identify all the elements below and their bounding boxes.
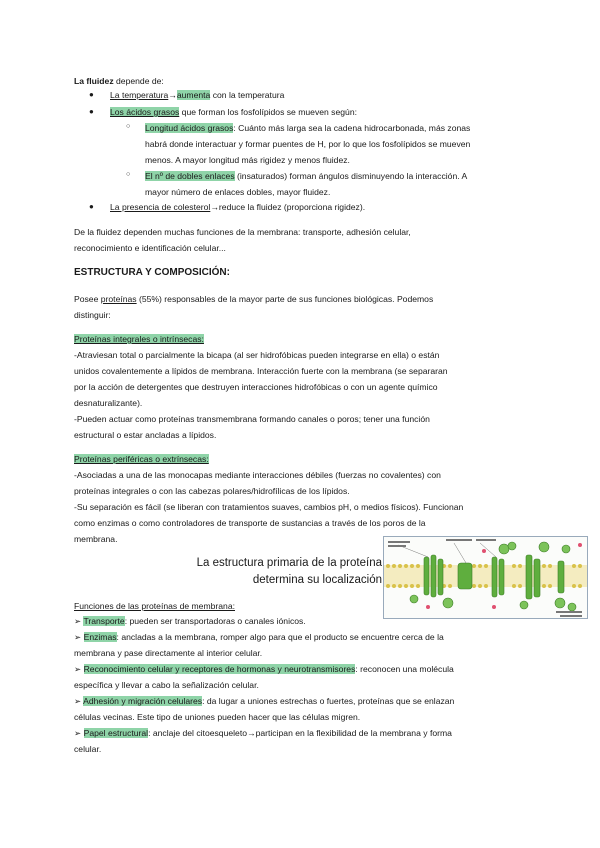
bullet-colesterol-rest: →reduce la fluidez (proporciona rigidez). bbox=[210, 202, 366, 212]
reconocimiento-line-2: específica y llevar a cabo la señalización celular. bbox=[74, 680, 259, 690]
highlight-reconocimiento: Reconocimiento celular y receptores de hormonas y neurotransmisores bbox=[83, 664, 356, 674]
posee-line-2: distinguir: bbox=[74, 310, 111, 320]
highlight-dobles-enlaces: El nº de dobles enlaces bbox=[145, 171, 235, 181]
bullet-temperatura bbox=[110, 90, 284, 101]
funcion-transporte bbox=[74, 616, 306, 627]
funcion-reconocimiento bbox=[74, 664, 454, 675]
enzimas-text: : ancladas a la membrana, romper algo para que el producto se encuentre cerca de la bbox=[116, 632, 444, 642]
arrow-bullet-icon: ➢ bbox=[74, 632, 82, 642]
intro-line bbox=[74, 76, 164, 87]
adhesion-line-2: células vecinas. Este tipo de uniones pueden hacer que las células migren. bbox=[74, 712, 361, 722]
bullet-temperatura-term: La temperatura bbox=[110, 90, 169, 100]
integrales-line-2: unidos covalentemente a lípidos de membrana. Interacción fuerte con la membrana (se separaran bbox=[74, 366, 448, 376]
highlight-enzimas: Enzimas bbox=[83, 632, 117, 642]
bullet-colesterol-term: La presencia de colesterol bbox=[110, 202, 211, 212]
adhesion-text: : da lugar a uniones estrechas o fuertes, proteínas que se enlazan bbox=[202, 696, 455, 706]
perifericas-line-2: proteínas integrales o con las cabezas polares/hidrofílicas de los lípidos. bbox=[74, 486, 350, 496]
perifericas-line-5: membrana. bbox=[74, 534, 118, 544]
integrales-title bbox=[74, 334, 204, 345]
bullet-dot-icon: ● bbox=[89, 107, 94, 116]
perifericas-title bbox=[74, 454, 209, 465]
estructural-line-2: celular. bbox=[74, 744, 102, 754]
highlight-adhesion: Adhesión y migración celulares bbox=[83, 696, 203, 706]
highlight-estructural: Papel estructural bbox=[83, 728, 149, 738]
posee-line-1 bbox=[74, 294, 433, 305]
bullet-acidos-grasos bbox=[110, 107, 357, 118]
integrales-line-4: desnaturalizante). bbox=[74, 398, 143, 408]
integrales-line-1: -Atraviesan total o parcialmente la bicapa (al ser hidrofóbicas pueden integrarse en ella) o están bbox=[74, 350, 440, 360]
sub-dobles-line-2: mayor número de enlaces dobles, mayor fluidez. bbox=[145, 187, 331, 197]
membrane-illustration bbox=[384, 537, 587, 618]
bullet-acidos-rest: que forman los fosfolípidos se mueven según: bbox=[179, 107, 357, 117]
funcion-estructural bbox=[74, 728, 452, 739]
bullet-acidos-term: Los ácidos grasos bbox=[110, 107, 180, 117]
sub-dobles-text: (insaturados) forman ángulos disminuyendo la interacción. A bbox=[234, 171, 468, 181]
perifericas-line-3: -Su separación es fácil (se liberan con tratamientos suaves, cambios pH, o medios físicos). Funcionan bbox=[74, 502, 464, 512]
sub-longitud-line-2: habrá donde interactuar y formar puentes de H, por lo que los fosfolípidos se mueven bbox=[145, 139, 471, 149]
arrow-bullet-icon: ➢ bbox=[74, 664, 82, 674]
arrow-bullet-icon: ➢ bbox=[74, 696, 82, 706]
membrane-protein-diagram bbox=[383, 536, 588, 619]
bullet-dot-icon: ● bbox=[89, 90, 94, 99]
arrow-symbol: → bbox=[168, 90, 177, 100]
posee-pre: Posee bbox=[74, 294, 101, 304]
bullet-temperatura-rest: con la temperatura bbox=[210, 90, 285, 100]
sub-longitud-text: : Cuánto más larga sea la cadena hidrocarbonada, más zonas bbox=[233, 123, 471, 133]
funciones-title-text: Funciones de las proteínas de membrana: bbox=[74, 601, 235, 611]
bullet-colesterol bbox=[110, 202, 365, 213]
para-fluidez-line-1: De la fluidez dependen muchas funciones de la membrana: transporte, adhesión celular, bbox=[74, 227, 411, 237]
enzimas-line-2: membrana y pase directamente al interior celular. bbox=[74, 648, 263, 658]
sub-longitud-line-3: menos. A mayor longitud más rigidez y menos fluidez. bbox=[145, 155, 350, 165]
sub-bullet-longitud bbox=[145, 123, 470, 134]
para-fluidez-line-2: reconocimiento e identificación celular... bbox=[74, 243, 226, 253]
fluidez-rest: depende de: bbox=[113, 76, 164, 86]
integrales-title-text: Proteínas integrales o intrínsecas: bbox=[74, 334, 204, 344]
section-heading: ESTRUCTURA Y COMPOSICIÓN: bbox=[74, 267, 230, 278]
figure-caption-line-2: determina su localización bbox=[252, 574, 382, 586]
arrow-bullet-icon: ➢ bbox=[74, 616, 82, 626]
integrales-line-5: -Pueden actuar como proteínas transmembrana formando canales o poros; tener una función bbox=[74, 414, 430, 424]
highlight-longitud: Longitud ácidos grasos bbox=[145, 123, 234, 133]
perifericas-line-4: como enzimas o como controladores de transporte de sustancias a través de los poros de la bbox=[74, 518, 426, 528]
figure-caption-line-1: La estructura primaria de la proteína bbox=[196, 557, 382, 569]
sub-bullet-circle-icon: ○ bbox=[126, 171, 131, 178]
highlight-aumenta: aumenta bbox=[176, 90, 211, 100]
arrow-bullet-icon: ➢ bbox=[74, 728, 82, 738]
transporte-text: : pueden ser transportadoras o canales iónicos. bbox=[124, 616, 306, 626]
bullet-dot-icon: ● bbox=[89, 202, 94, 211]
funciones-title bbox=[74, 601, 235, 612]
leader-lines bbox=[398, 543, 496, 563]
posee-proteinas: proteínas bbox=[100, 294, 137, 304]
perifericas-line-1: -Asociadas a una de las monocapas mediante interacciones débiles (fuerzas no covalentes) con bbox=[74, 470, 441, 480]
estructural-text: : anclaje del citoesqueleto→participan en la flexibilidad de la membrana y forma bbox=[148, 728, 452, 738]
highlight-transporte: Transporte bbox=[83, 616, 125, 626]
integrales-line-3: por la acción de detergentes que destruyen interacciones hidrofóbicas o con un agente químico bbox=[74, 382, 438, 392]
funcion-adhesion bbox=[74, 696, 454, 707]
sub-bullet-circle-icon: ○ bbox=[126, 123, 131, 130]
fluidez-label: La fluidez bbox=[74, 76, 114, 86]
perifericas-title-text: Proteínas periféricas o extrínsecas: bbox=[74, 454, 209, 464]
posee-rest: (55%) responsables de la mayor parte de sus funciones biológicas. Podemos bbox=[136, 294, 434, 304]
membrane-bilayer bbox=[384, 565, 587, 587]
sub-bullet-dobles-enlaces bbox=[145, 171, 467, 182]
integrales-line-6: estructural o estar ancladas a lípidos. bbox=[74, 430, 217, 440]
reconocimiento-text: : reconocen una molécula bbox=[355, 664, 454, 674]
funcion-enzimas bbox=[74, 632, 444, 643]
